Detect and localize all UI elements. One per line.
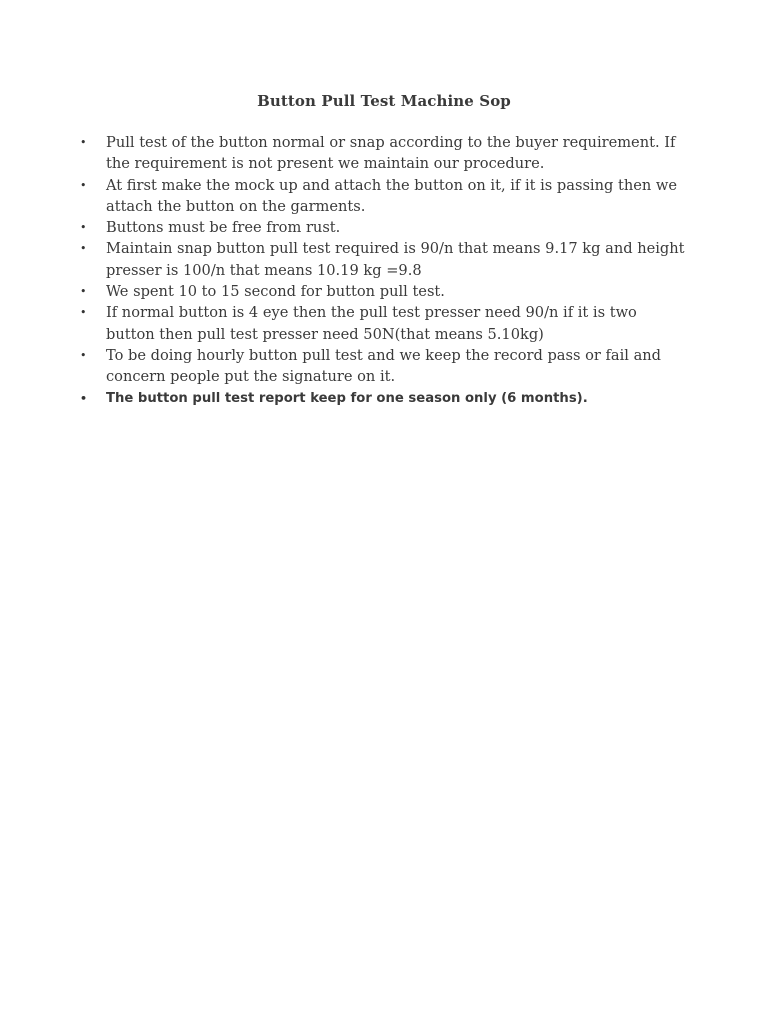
bullet-icon: •	[80, 242, 87, 256]
list-item-text: We spent 10 to 15 second for button pull test.	[106, 283, 445, 301]
document-title: Button Pull Test Machine Sop	[257, 92, 511, 110]
list-item	[80, 238, 690, 281]
bullet-icon: •	[80, 348, 87, 362]
procedure-list	[80, 132, 690, 410]
list-item	[80, 217, 690, 238]
list-item-text: The button pull test report keep for one season only (6 months).	[106, 390, 588, 406]
bullet-icon: •	[80, 178, 87, 192]
list-item-text: If normal button is 4 eye then the pull test presser need 90/n if it is two button then pull test presser need 50N(that means 5.10kg)	[106, 304, 637, 343]
list-item	[80, 345, 690, 388]
bullet-icon: •	[80, 221, 87, 235]
list-item	[80, 302, 690, 345]
list-item	[80, 132, 690, 175]
list-item	[80, 175, 690, 218]
bullet-icon: •	[80, 136, 87, 149]
list-item-text: Buttons must be free from rust.	[106, 219, 341, 237]
list-item	[80, 281, 690, 302]
list-item-text: Maintain snap button pull test required is 90/n that means 9.17 kg and height presser is 100/n that means 10.19 kg =9.8	[106, 240, 685, 279]
bullet-icon: •	[80, 391, 88, 405]
bullet-icon: •	[80, 285, 87, 299]
list-item-emphasis	[80, 388, 690, 410]
list-item-text: At first make the mock up and attach the button on it, if it is passing then we attach the button on the garments.	[106, 176, 678, 215]
list-item-text: To be doing hourly button pull test and we keep the record pass or fail and concern people put the signature on it.	[106, 346, 662, 386]
bullet-icon: •	[80, 306, 87, 320]
list-item-text: Pull test of the button normal or snap according to the buyer requirement. If the requirement is not present we maintain our procedure.	[106, 134, 676, 173]
